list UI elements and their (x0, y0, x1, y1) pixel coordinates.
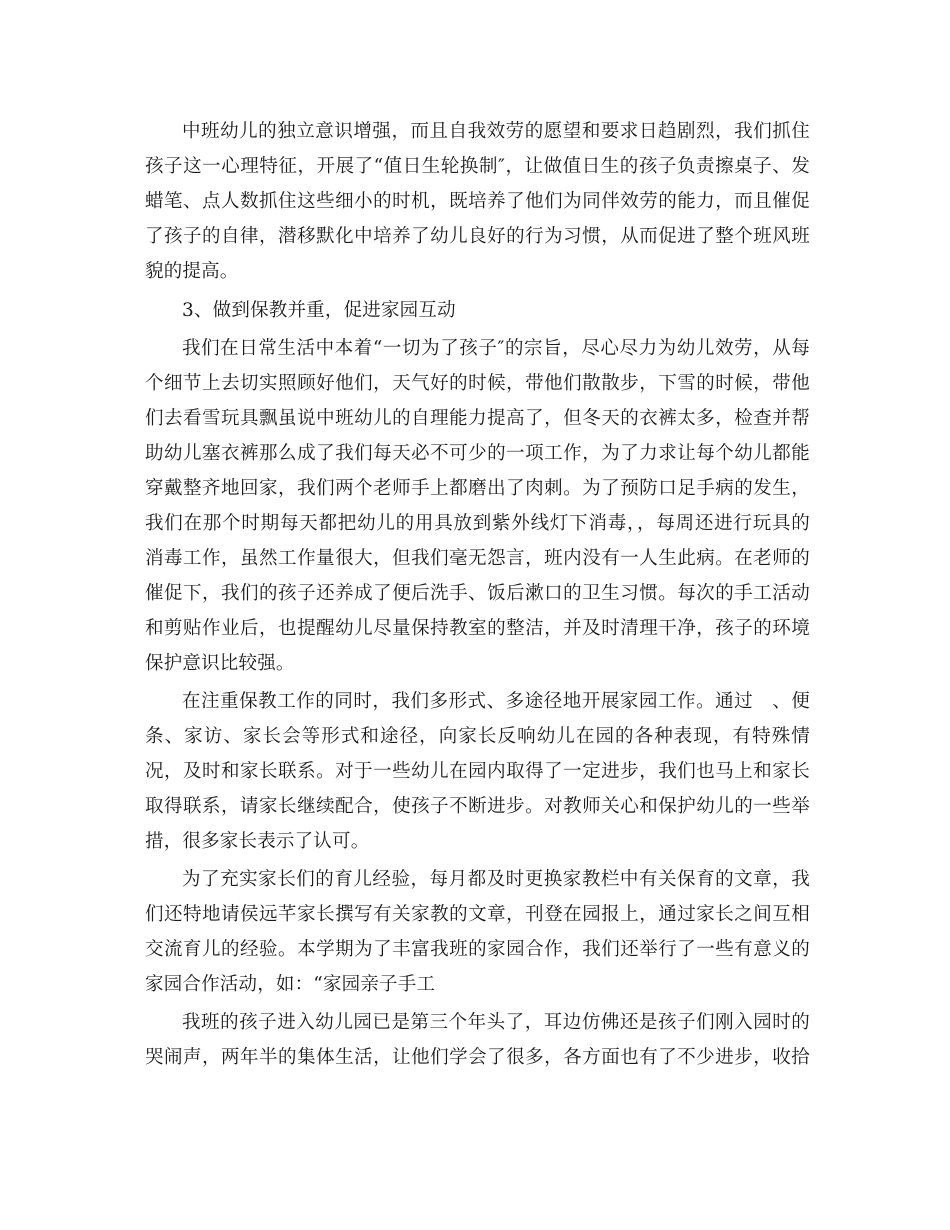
text-line: 消毒工作，虽然工作量很大，但我们毫无怨言，班内没有一人生此病。在老师的 (145, 548, 810, 569)
text-line: 穿戴整齐地回家，我们两个老师手上都磨出了肉刺。为了预防口足手病的发生， (145, 478, 810, 499)
text-line: 貌的提高。 (145, 261, 239, 282)
text-line: 和剪贴作业后，也提醒幼儿尽量保持教室的整洁，并及时清理干净，孩子的环境 (145, 618, 810, 639)
text-line: 催促下，我们的孩子还养成了便后洗手、饭后漱口的卫生习惯。每次的手工活动 (145, 583, 810, 604)
text-line: 交流育儿的经验。本学期为了丰富我班的家园合作，我们还举行了一些有意义的 (145, 939, 810, 960)
text-line: 们去看雪玩具飘虽说中班幼儿的自理能力提高了，但冬天的衣裤太多，检查并帮 (145, 408, 810, 429)
section-heading: 3、做到保教并重，促进家园互动 (182, 300, 456, 321)
text-line: 取得联系，请家长继续配合，使孩子不断进步。对教师关心和保护幼儿的一些举 (145, 796, 810, 817)
text-line: 哭闹声，两年半的集体生活，让他们学会了很多，各方面也有了不少进步，收拾 (145, 1047, 810, 1068)
text-line: 孩子这一心理特征，开展了“值日生轮换制″，让做值日生的孩子负责擦桌子、发 (145, 156, 810, 177)
text-line: 中班幼儿的独立意识增强，而且自我效劳的愿望和要求日趋剧烈，我们抓住 (182, 121, 810, 142)
text-line: 保护意识比较强。 (145, 653, 295, 674)
text-line: 措，很多家长表示了认可。 (145, 831, 370, 852)
text-line: 我班的孩子进入幼儿园已是第三个年头了，耳边仿佛还是孩子们刚入园时的 (182, 1012, 810, 1033)
text-line: 个细节上去切实照顾好他们，天气好的时候，带他们散散步，下雪的时候，带他 (145, 373, 810, 394)
text-line: 为了充实家长们的育儿经验，每月都及时更换家教栏中有关保育的文章，我 (182, 869, 810, 890)
text-line: 助幼儿塞衣裤那么成了我们每天必不可少的一项工作，为了力求让每个幼儿都能 (145, 443, 810, 464)
text-line: 们还特地请侯远芊家长撰写有关家教的文章，刊登在园报上，通过家长之间互相 (145, 904, 810, 925)
text-line: 条、家访、家长会等形式和途径，向家长反响幼儿在园的各种表现，有特殊情 (145, 726, 810, 747)
text-line: 况，及时和家长联系。对于一些幼儿在园内取得了一定进步，我们也马上和家长 (145, 761, 810, 782)
text-line: 在注重保教工作的同时，我们多形式、多途径地开展家园工作。通过 、便 (182, 691, 810, 712)
text-line: 了孩子的自律，潜移默化中培养了幼儿良好的行为习惯，从而促进了整个班风班 (145, 226, 810, 247)
text-line: 我们在那个时期每天都把幼儿的用具放到紫外线灯下消毒，，每周还进行玩具的 (145, 513, 810, 534)
text-line: 蜡笔、点人数抓住这些细小的时机，既培养了他们为同伴效劳的能力，而且催促 (145, 191, 810, 212)
text-line: 家园合作活动，如：“家园亲子手工 (145, 974, 436, 995)
text-line: 我们在日常生活中本着“一切为了孩子″的宗旨，尽心尽力为幼儿效劳，从每 (182, 338, 810, 359)
